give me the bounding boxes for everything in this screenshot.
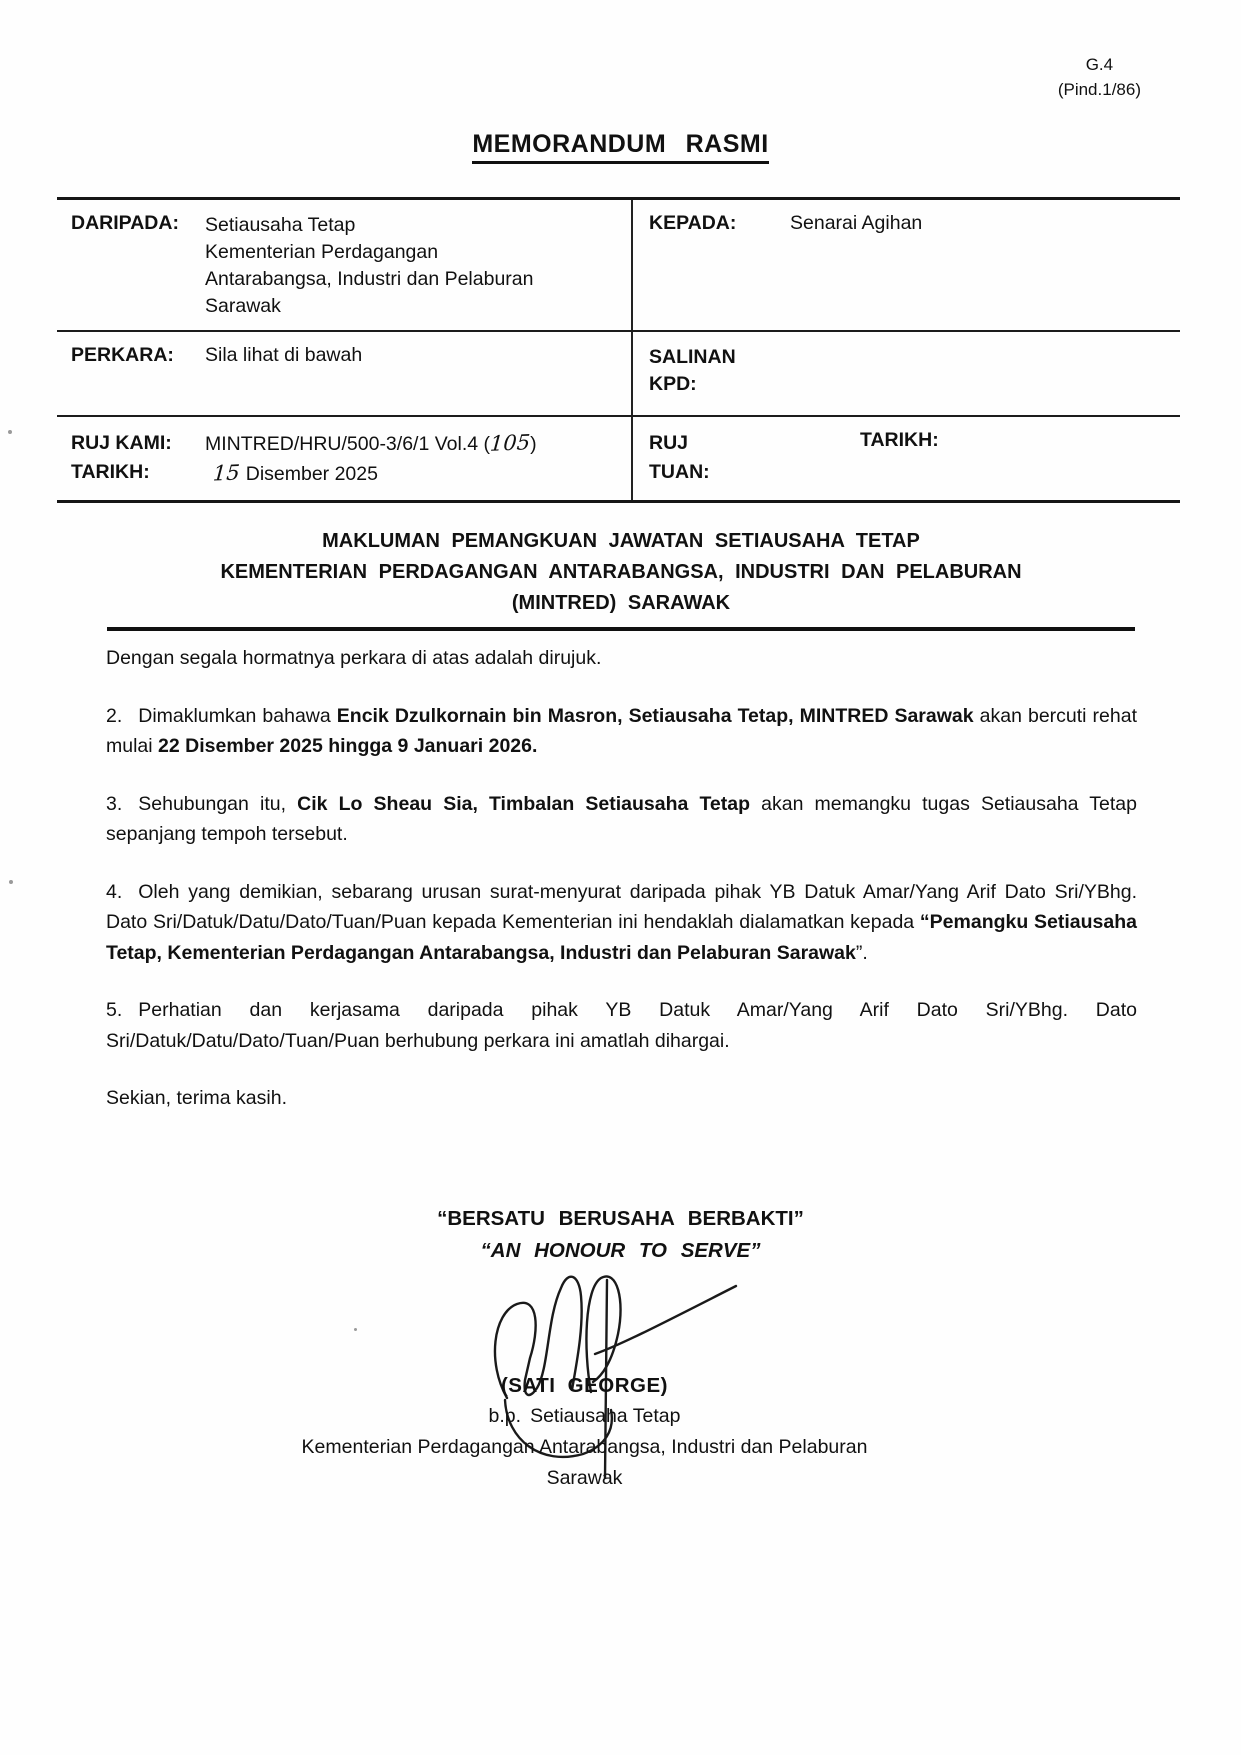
paragraph-3-text-post: akan memangku tugas Setiausaha Tetap sepanjang tempoh tersebut. <box>106 792 1137 845</box>
salinan-line-1: SALINAN <box>649 346 736 368</box>
tarikh-kami-value <box>205 460 378 486</box>
signoff-name: (SATI GEORGE) <box>500 1374 668 1397</box>
memo-header-table <box>57 197 1180 503</box>
paragraph-4-number: 4. <box>106 880 123 903</box>
kepada-value: Senarai Agihan <box>790 212 923 234</box>
motto-line-2: “AN HONOUR TO SERVE” <box>480 1239 761 1262</box>
ruj-kami-ref <box>205 430 537 456</box>
paragraph-4-text-post: ”. <box>855 941 868 964</box>
paragraph-2-number: 2. <box>106 704 123 727</box>
cell-kepada <box>633 200 1180 330</box>
page-title: MEMORANDUM RASMI <box>472 130 768 164</box>
form-revision: (Pind.1/86) <box>1057 80 1141 99</box>
subject-line-2: KEMENTERIAN PERDAGANGAN ANTARABANGSA, INDUSTRI DAN PELABURAN <box>220 561 1022 583</box>
daripada-line-2: Kementerian Perdagangan <box>205 241 439 263</box>
ruj-kami-label: RUJ KAMI: <box>71 432 172 454</box>
closing-thanks: Sekian, terima kasih. <box>106 1087 287 1109</box>
cell-ruj-tuan <box>633 417 1180 500</box>
paragraph-3 <box>106 789 1137 850</box>
cell-salinan <box>633 332 1180 415</box>
tarikh-kami-label: TARIKH: <box>71 461 150 483</box>
paragraph-5 <box>106 995 1137 1056</box>
table-row-perkara-salinan <box>57 332 1180 417</box>
memo-body <box>106 643 1137 1141</box>
paragraph-3-number: 3. <box>106 792 123 815</box>
daripada-line-4: Sarawak <box>205 295 281 317</box>
paragraph-4 <box>106 877 1137 969</box>
subject-line-1: MAKLUMAN PEMANGKUAN JAWATAN SETIAUSAHA TETAP <box>322 530 920 552</box>
ruj-tuan-labels <box>649 429 860 490</box>
paragraph-5-number: 5. <box>106 999 123 1021</box>
ruj-tuan-label-2: TUAN: <box>649 461 710 483</box>
scan-speck <box>354 1328 357 1331</box>
scan-speck <box>9 880 13 884</box>
cell-ruj-kami <box>57 417 633 500</box>
signoff-bp-title: Setiausaha Tetap <box>530 1405 681 1427</box>
ruj-tuan-label-1: RUJ <box>649 432 689 454</box>
paragraph-3-bold-name: Cik Lo Sheau Sia, Timbalan Setiausaha Tetap <box>297 792 751 815</box>
daripada-line-3: Antarabangsa, Industri dan Pelaburan <box>205 268 534 290</box>
salinan-label <box>649 344 736 405</box>
kepada-label: KEPADA: <box>649 212 737 234</box>
salinan-line-2: KPD: <box>649 373 697 395</box>
daripada-value <box>205 212 533 320</box>
signoff-org: Kementerian Perdagangan Antarabangsa, Industri dan Pelaburan <box>301 1436 868 1458</box>
form-code: G.4 <box>1085 55 1114 74</box>
date-text: Disember 2025 <box>245 463 378 485</box>
ruj-kami-labels <box>71 429 205 490</box>
paragraph-4-bold-address: “Pemangku Setiausaha Tetap, Kementerian Perdagangan Antarabangsa, Industri dan Pelaburan Sarawak <box>106 911 1138 964</box>
paragraph-2-text: Dimaklumkan bahawa <box>138 704 337 727</box>
paragraph-3-text: Sehubungan itu, <box>138 792 298 815</box>
signoff-block <box>0 1370 1169 1494</box>
paragraph-2 <box>106 701 1137 762</box>
perkara-label: PERKARA: <box>71 344 174 366</box>
ruj-kami-values <box>205 429 537 490</box>
paragraph-2-bold-name: Encik Dzulkornain bin Masron, Setiausaha Tetap, MINTRED Sarawak <box>336 704 974 727</box>
date-day-handwritten: 15 <box>212 460 241 486</box>
tarikh-tuan-label: TARIKH: <box>860 429 939 451</box>
paragraph-2-text-mid: akan bercuti rehat mulai <box>106 704 1137 757</box>
perkara-value: Sila lihat di bawah <box>205 344 363 366</box>
ref-suffix: ) <box>530 433 537 455</box>
paragraph-1: Dengan segala hormatnya perkara di atas adalah dirujuk. <box>106 647 602 669</box>
subject-line-3: (MINTRED) SARAWAK <box>511 592 731 614</box>
signoff-bp-prefix: b.p. <box>488 1405 522 1427</box>
cell-daripada <box>57 200 633 330</box>
daripada-line-1: Setiausaha Tetap <box>205 214 356 236</box>
title-wrap <box>0 130 1241 164</box>
signoff-place: Sarawak <box>546 1467 623 1489</box>
motto-line-1: “BERSATU BERUSAHA BERBAKTI” <box>437 1207 804 1230</box>
subject-heading <box>107 526 1135 631</box>
ref-prefix: MINTRED/HRU/500-3/6/1 Vol.4 ( <box>205 433 491 455</box>
table-row-ruj <box>57 417 1180 500</box>
scan-speck <box>8 430 12 434</box>
form-code-block <box>1058 52 1141 102</box>
cell-perkara <box>57 332 633 415</box>
paragraph-4-text: Oleh yang demikian, sebarang urusan surat-menyurat daripada pihak YB Datuk Amar/Yang Arif Dato Sri/YBhg. Dato Sri/Datuk/Datu/Dato/Tuan/Puan kepada Kementerian ini hendaklah dialamatkan kepada <box>106 880 1137 933</box>
paragraph-2-bold-dates: 22 Disember 2025 hingga 9 Januari 2026. <box>158 735 538 757</box>
paragraph-5-text: Perhatian dan kerjasama daripada pihak YB Datuk Amar/Yang Arif Dato Sri/YBhg. Dato Sri/Datuk/Datu/Dato/Tuan/Puan berhubung perkara ini amatlah dihargai. <box>106 999 1137 1052</box>
ref-number-handwritten: 105 <box>489 430 532 456</box>
table-row-daripada-kepada <box>57 200 1180 332</box>
signoff-bp-line <box>0 1401 1169 1432</box>
daripada-label: DARIPADA: <box>71 212 179 234</box>
